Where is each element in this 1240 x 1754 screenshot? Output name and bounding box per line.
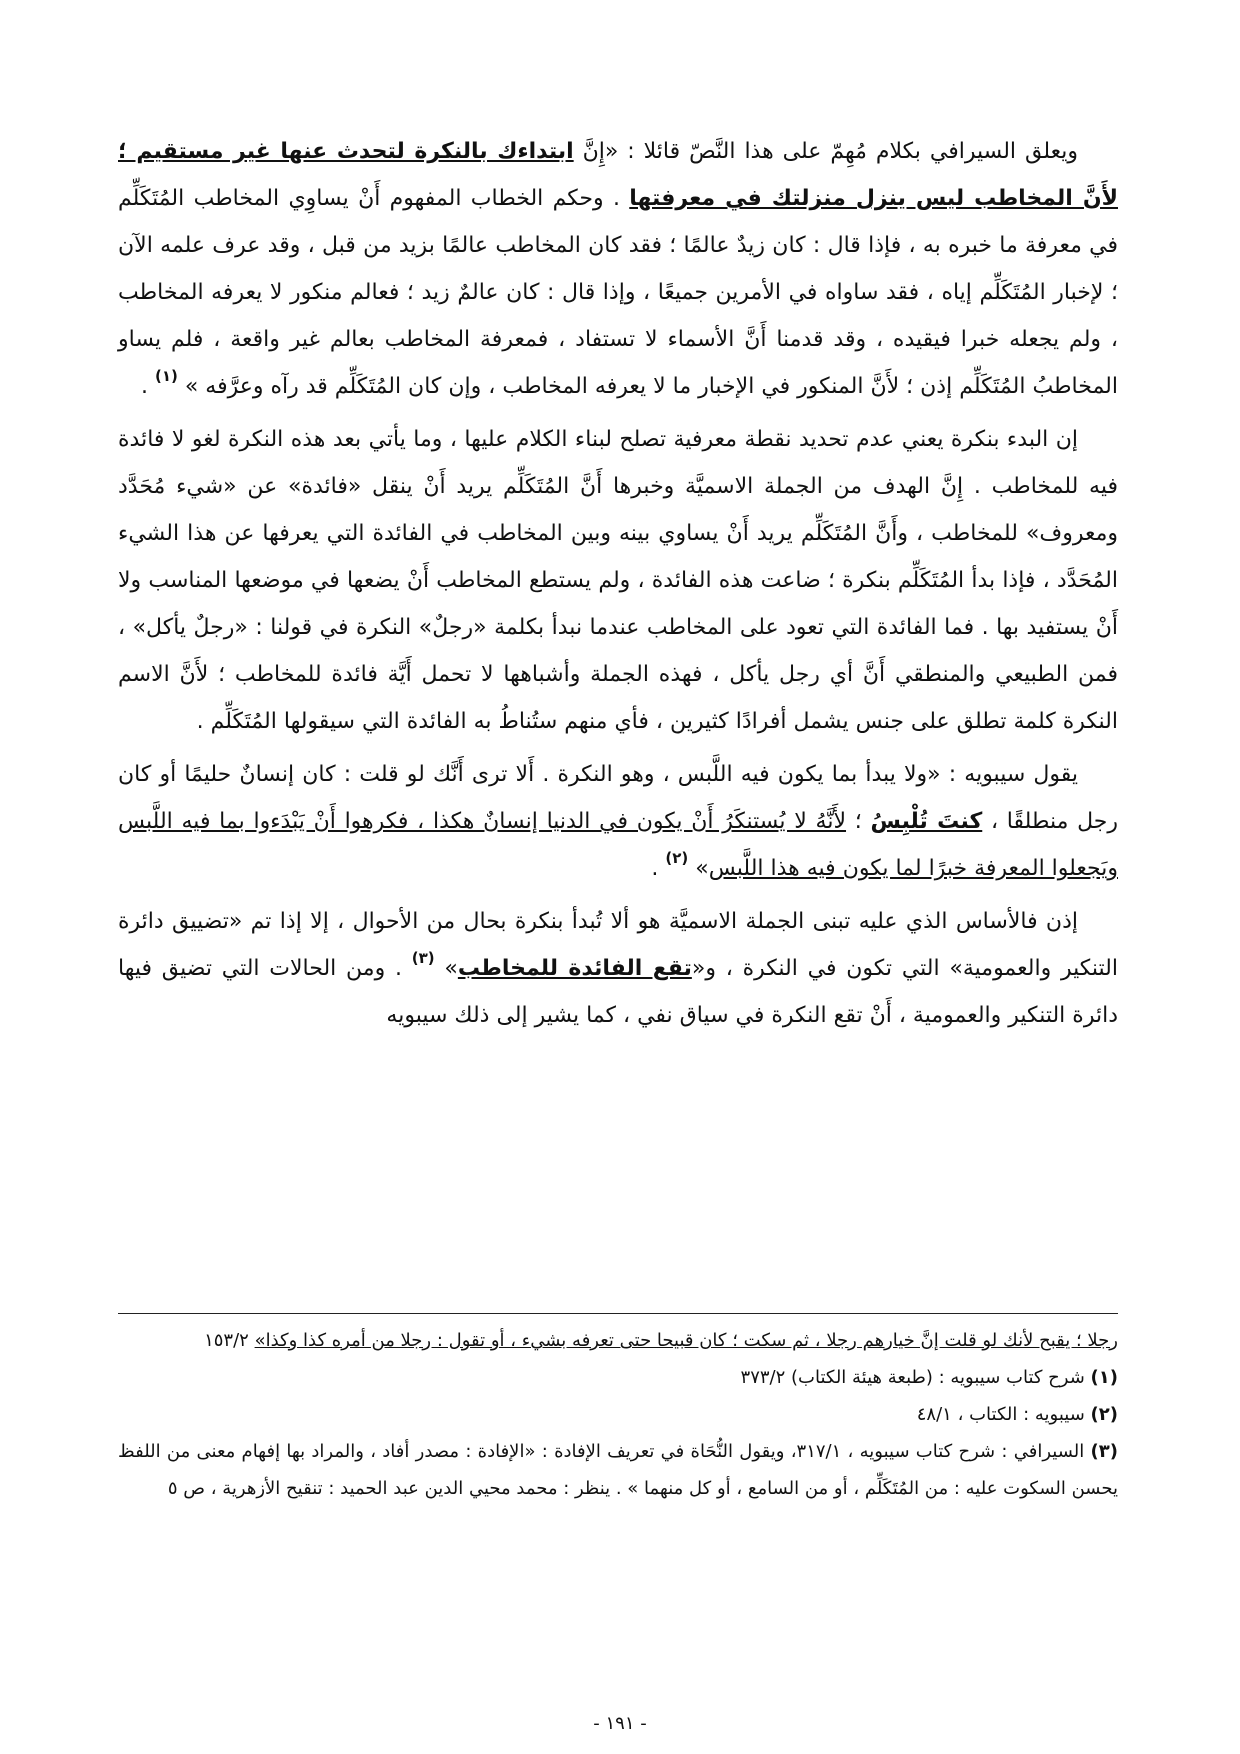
emphasized-phrase: تقع الفائدة للمخاطب bbox=[457, 956, 692, 981]
text-run: . وحكم الخطاب المفهوم أَنْ يساوِي المخاطب المُتَكَلِّم في معرفة ما خبره به ، فإذا قال : كان زيدٌ عالمًا ؛ فقد كان المخاطب عالمًا بزيد من قبل ، وقد عرف علمه الآن ؛ لإخبار المُتَكَلِّم إياه ، فقد ساواه في الأمرين جميعًا ، وإذا قال : كان عالمٌ زيد ؛ فعالم منكور لا يعرفه المخاطب ، ولم يجعله خبرا فيقيده ، وقد قدمنا أَنَّ الأسماء لا تستفاد ، فمعرفة المخاطب بعالم غير واقعة ، فلم يساو المخاطبُ المُتَكَلِّم إذن ؛ لأَنَّ المنكور في الإخبار ما لا يعرفه المخاطب ، وإن كان المُتَكَلِّم قد رآه وعرَّفه » bbox=[118, 186, 1118, 399]
text-run: رجلا ؛ يقبح لأنك لو قلت إنَّ خيارهم رجلا ، ثم سكت ؛ كان قبيحا حتى تعرفه بشيء ، أو تقول : رجلا من أمره كذا وكذا» bbox=[254, 1330, 1118, 1351]
footnote-2 bbox=[118, 1396, 1118, 1433]
footnote-text: سيبويه : الكتاب ، ٤٨/١ bbox=[916, 1404, 1091, 1425]
footnote-number: (١) bbox=[1090, 1367, 1118, 1388]
footnote-ref-1[interactable]: (١) bbox=[154, 367, 178, 385]
footnote-text: السيرافي : شرح كتاب سيبويه ، ٣١٧/١، ويقول النُّحَاة في تعريف الإفادة : «الإفادة : مصدر أفاد ، والمراد بها إفهام معنى من اللفظ يحسن السكوت عليه : من المُتَكَلِّم ، أو من السامع ، أو كل منهما » . ينظر : محمد محيي الدين عبد الحميد : تنقيح الأزهرية ، ص ٥ bbox=[118, 1441, 1118, 1499]
footnote-3 bbox=[118, 1433, 1118, 1507]
emphasized-phrase: كنتَ تُلْبِسُ bbox=[870, 809, 983, 834]
text-run: ويعلق السيرافي بكلام مُهِمّ على هذا النَّصّ قائلا : «إِنَّ bbox=[573, 139, 1078, 164]
paragraph-2: إن البدء بنكرة يعني عدم تحديد نقطة معرفية تصلح لبناء الكلام عليها ، وما يأتي بعد هذه النكرة لغو لا فائدة فيه للمخاطب . إِنَّ الهدف من الجملة الاسميَّة وخبرها أَنَّ المُتَكَلِّم يريد أَنْ ينقل «فائدة» عن «شيء مُحَدَّد ومعروف» للمخاطب ، وأَنَّ المُتَكَلِّم يريد أَنْ يساوي بينه وبين المخاطب في الفائدة التي يعرفها عن هذا الشيء المُحَدَّد ، فإذا بدأ المُتَكَلِّم بنكرة ؛ ضاعت هذه الفائدة ، ولم يستطع المخاطب أَنْ يضعها في موضعها المناسب ولا أَنْ يستفيد بها . فما الفائدة التي تعود على المخاطب عندما نبدأ بكلمة «رجلٌ» النكرة في قولنا : «رجلٌ يأكل» ، فمن الطبيعي والمنطقي أَنَّ أي رجل يأكل ، فهذه الجملة وأشباهها لا تحمل أَيَّة فائدة للمخاطب ؛ لأَنَّ الاسم النكرة كلمة تطلق على جنس يشمل أفرادًا كثيرين ، فأي منهم ستُناطُ به الفائدة التي سيقولها المُتَكَلِّم . bbox=[118, 427, 1118, 734]
footnote-number: (٣) bbox=[1090, 1441, 1118, 1462]
text-run: ١٥٣/٢ bbox=[204, 1330, 255, 1351]
footnotes bbox=[118, 1322, 1118, 1507]
emphasized-quote: ابتداءك بالنكرة لتحدث عنها غير مستقيم ؛ لأَنَّ المخاطب ليس ينزل منزلتك في معرفتها bbox=[118, 139, 1118, 211]
text-run: » bbox=[444, 956, 458, 981]
footnote-ref-2[interactable]: (٢) bbox=[665, 849, 689, 867]
text-run: . bbox=[140, 374, 155, 399]
paragraph-3 bbox=[118, 751, 1118, 892]
paragraph-1 bbox=[118, 128, 1118, 410]
footnote-text: شرح كتاب سيبويه : (طبعة هيئة الكتاب) ٣٧٣/٢ bbox=[740, 1367, 1091, 1388]
footnote-number: (٢) bbox=[1090, 1404, 1118, 1425]
footnote-continuation bbox=[118, 1322, 1118, 1359]
text-run: ؛ bbox=[846, 809, 871, 834]
footnote-1 bbox=[118, 1359, 1118, 1396]
main-text bbox=[118, 128, 1118, 1045]
text-run: . bbox=[651, 856, 666, 881]
paragraph-4 bbox=[118, 898, 1118, 1039]
text-run: يقول سيبويه : «ولا يبدأ بما يكون فيه اللَّبس ، وهو النكرة . أَلا ترى أَنَّك لو قلت : كان إنسانٌ حليمًا أو كان رجل منطلقًا ، bbox=[118, 762, 1118, 834]
text-run: . ومن الحالات التي تضيق فيها دائرة التنكير والعمومية ، أَنْ تقع النكرة في سياق نفي ، كما يشير إلى ذلك سيبويه bbox=[118, 956, 1118, 1028]
page-number: - ١٩١ - bbox=[593, 1713, 647, 1734]
text-run: » bbox=[695, 856, 709, 881]
footnote-divider bbox=[118, 1313, 1118, 1314]
underlined-quote: لأَنَّهُ لا يُستنكَرُ أَنْ يكون في الدنيا إنسانٌ هكذا ، فكرهوا أَنْ يَبْدَءوا بما فيه اللَّبس ويَجعلوا المعرفة خبرًا لما يكون فيه هذا اللَّبس bbox=[118, 809, 1118, 881]
text-run: إذن فالأساس الذي عليه تبنى الجملة الاسميَّة هو ألا تُبدأ بنكرة بحال من الأحوال ، إلا إذا تم «تضييق دائرة التنكير والعمومية» التي تكون في النكرة ، و« bbox=[118, 909, 1118, 981]
footnote-ref-3[interactable]: (٣) bbox=[411, 949, 435, 967]
